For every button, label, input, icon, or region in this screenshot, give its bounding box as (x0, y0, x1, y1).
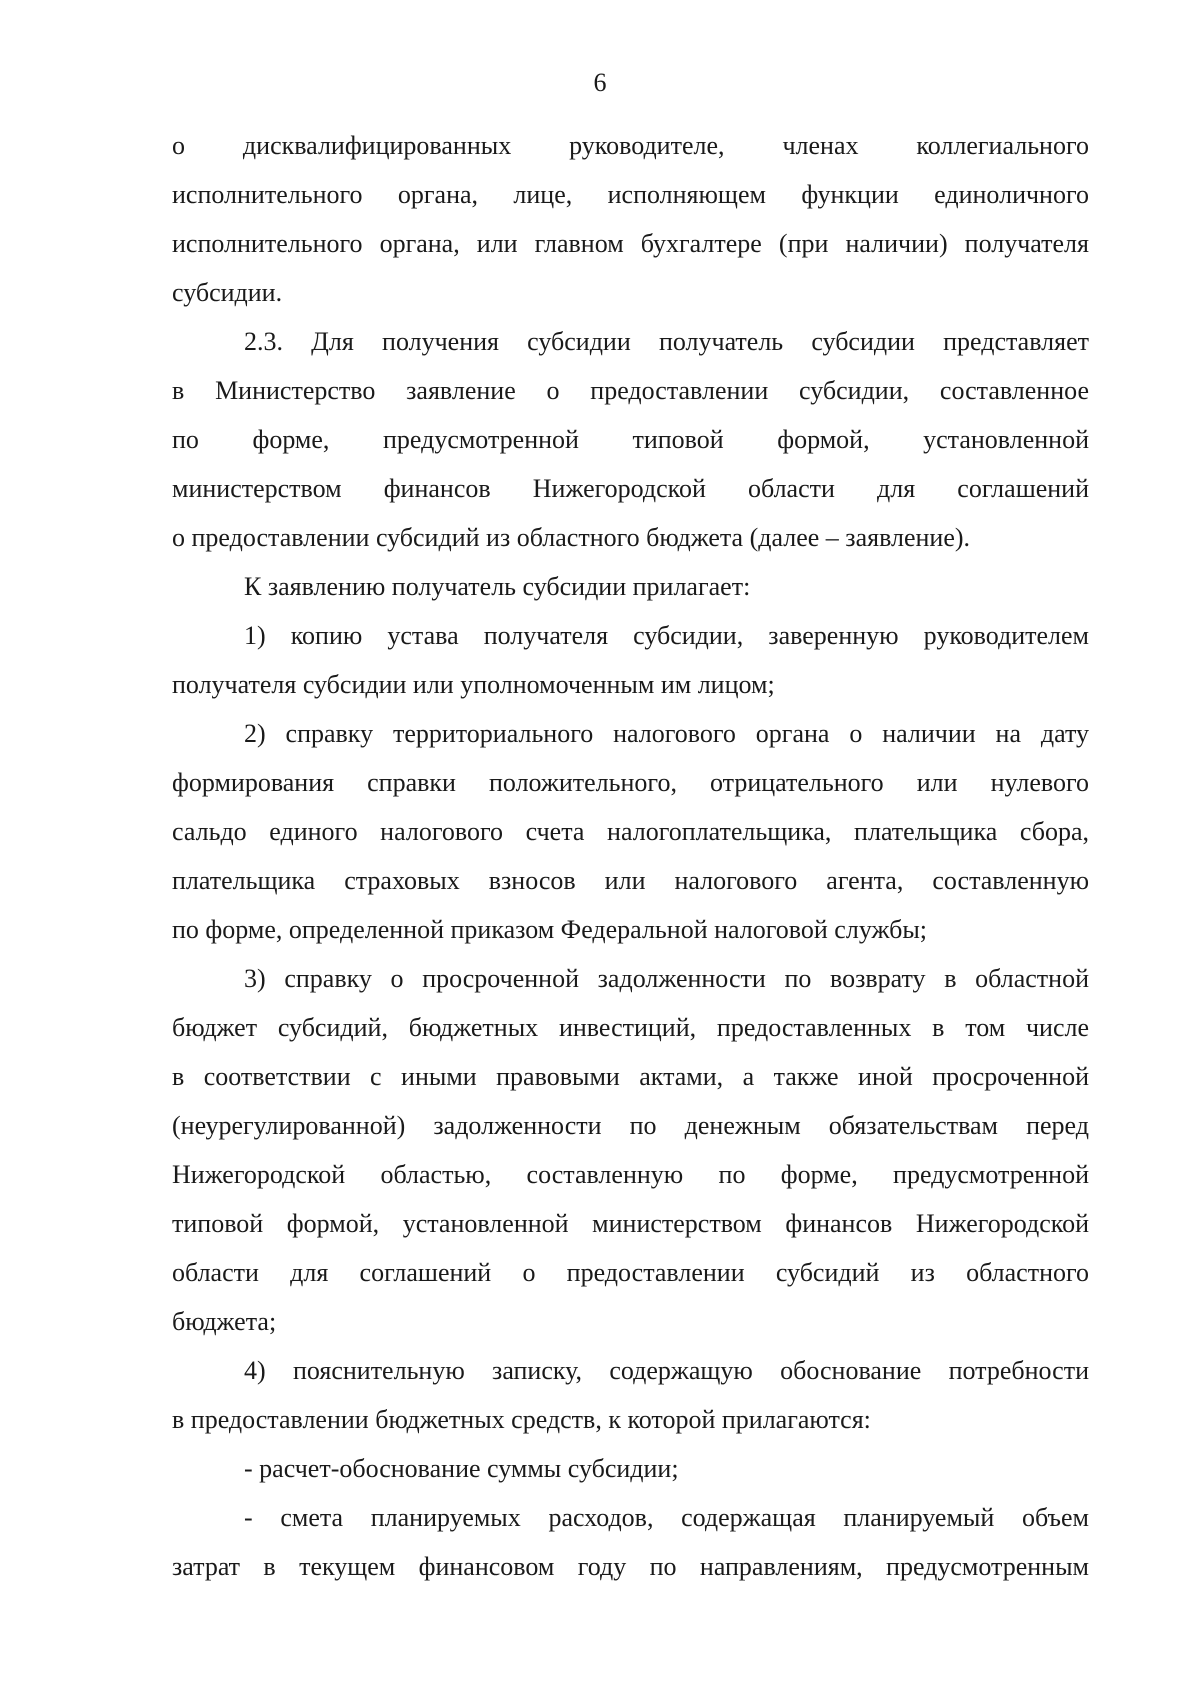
text-line: получателя субсидии или уполномоченным им лицом; (172, 670, 775, 699)
text-line: плательщика страховых взносов или налогового агента, составленную (172, 866, 1089, 895)
text-line: типовой формой, установленной министерством финансов Нижегородской (172, 1209, 1089, 1238)
text-line: о предоставлении субсидий из областного бюджета (далее – заявление). (172, 523, 971, 552)
text-line: бюджета; (172, 1307, 277, 1336)
page-number: 6 (593, 68, 607, 97)
text-line: Нижегородской областью, составленную по форме, предусмотренной (172, 1160, 1089, 1189)
text-line: о дисквалифицированных руководителе, членах коллегиального (172, 131, 1089, 160)
text-line: - расчет-обоснование суммы субсидии; (244, 1454, 679, 1483)
text-line: - смета планируемых расходов, содержащая планируемый объем (244, 1503, 1089, 1532)
text-line: сальдо единого налогового счета налогоплательщика, плательщика сбора, (172, 817, 1089, 846)
text-line: в соответствии с иными правовыми актами, а также иной просроченной (172, 1062, 1089, 1091)
text-line: в Министерство заявление о предоставлении субсидии, составленное (172, 376, 1089, 405)
text-line: министерством финансов Нижегородской области для соглашений (172, 474, 1089, 503)
text-line: исполнительного органа, лице, исполняющем функции единоличного (172, 180, 1089, 209)
text-line: 2) справку территориального налогового органа о наличии на дату (244, 719, 1089, 748)
text-line: (неурегулированной) задолженности по денежным обязательствам перед (172, 1111, 1089, 1140)
text-line: исполнительного органа, или главном бухгалтере (при наличии) получателя (172, 229, 1089, 258)
text-line: по форме, предусмотренной типовой формой, установленной (172, 425, 1089, 454)
text-line: 4) пояснительную записку, содержащую обоснование потребности (244, 1356, 1089, 1385)
text-line: в предоставлении бюджетных средств, к которой прилагаются: (172, 1405, 871, 1434)
text-line: бюджет субсидий, бюджетных инвестиций, предоставленных в том числе (172, 1013, 1089, 1042)
text-line: субсидии. (172, 278, 283, 307)
text-line: 1) копию устава получателя субсидии, заверенную руководителем (244, 621, 1089, 650)
text-line: затрат в текущем финансовом году по направлениям, предусмотренным (172, 1552, 1089, 1581)
text-line: 3) справку о просроченной задолженности по возврату в областной (244, 964, 1089, 993)
text-line: по форме, определенной приказом Федеральной налоговой службы; (172, 915, 928, 944)
text-line: К заявлению получатель субсидии прилагает: (244, 572, 751, 601)
document-body (172, 121, 1089, 1591)
text-line: формирования справки положительного, отрицательного или нулевого (172, 768, 1089, 797)
text-line: 2.3. Для получения субсидии получатель субсидии представляет (244, 327, 1089, 356)
text-line: области для соглашений о предоставлении субсидий из областного (172, 1258, 1089, 1287)
